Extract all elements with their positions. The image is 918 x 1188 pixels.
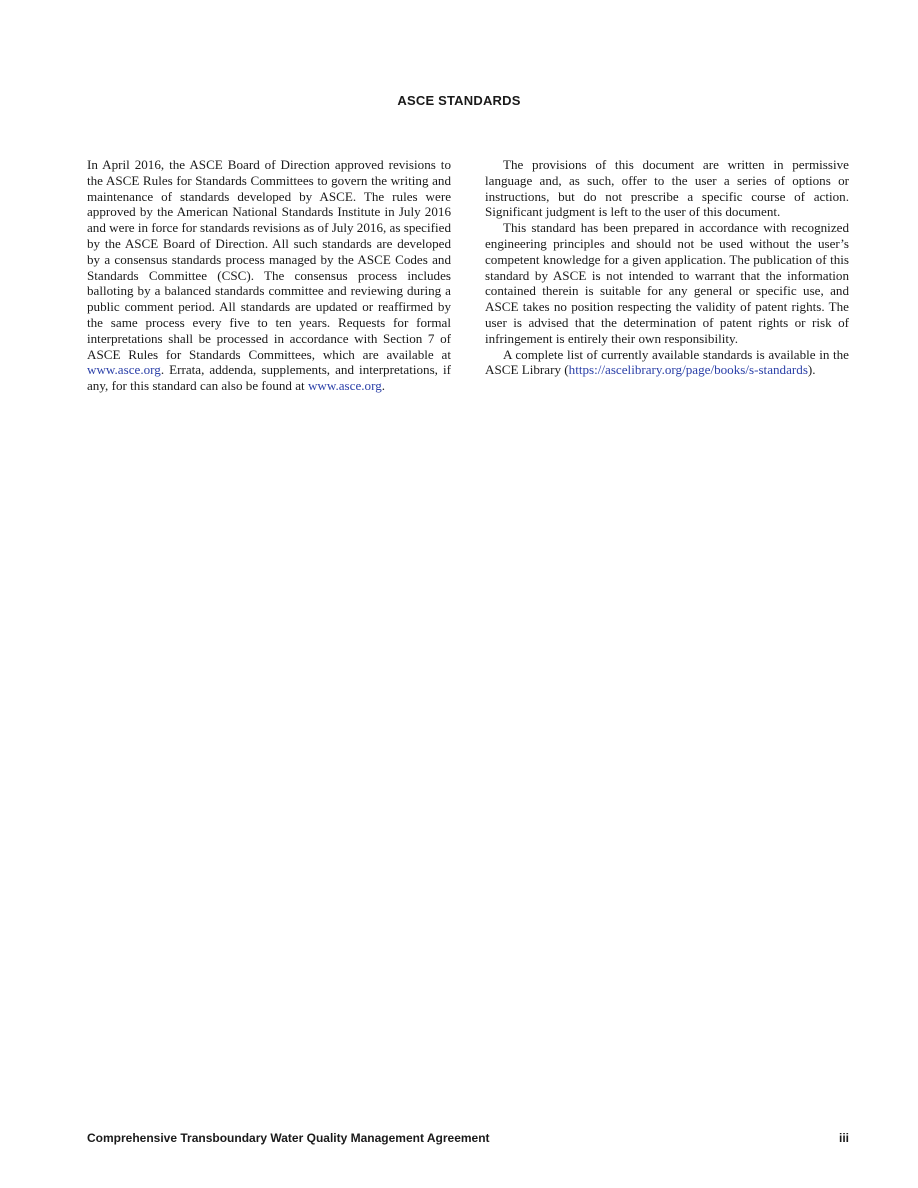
paragraph-text: In April 2016, the ASCE Board of Direction approved revisions to the ASCE Rules for Standards Committees to govern the writing and maintenance of standards developed by ASCE. The rules were approved by the American National Standards Institute in July 2016 and were in force for standards revisions as of July 2016, as specified by the ASCE Board of Direction. All such standards are developed by a consensus standards process managed by the ASCE Codes and Standards Committee (CSC). The consensus process includes balloting by a balanced standards committee and reviewing during a public comment period. All standards are updated or reaffirmed by the same process every five to ten years. Requests for formal interpretations shall be processed in accordance with Section 7 of ASCE Rules for Standards Committees, which are available at	[87, 157, 451, 362]
page-footer	[87, 1131, 849, 1145]
footer-page-number: iii	[838, 1131, 849, 1145]
paragraph-text: . Errata, addenda, supplements, and interpretations, if any, for this standard can also be found at	[87, 362, 451, 394]
paragraph-text: A complete list of currently available standards is available in the ASCE Library (	[485, 346, 849, 378]
paragraph-disclaimer: This standard has been prepared in accordance with recognized engineering principles and should not be used without the user’s competent knowledge for a given application. The publication of this standard by ASCE is not intended to warrant that the information contained therein is suitable for any general or specific use, and ASCE takes no position respecting the validity of patent rights. The user is advised that the determination of patent rights or risk of infringement is entirely their own responsibility.	[485, 220, 849, 346]
right-column	[485, 157, 849, 378]
asce-website-link[interactable]: www.asce.org	[87, 362, 161, 378]
asce-library-link[interactable]: https://ascelibrary.org/page/books/s-standards	[568, 362, 808, 378]
asce-website-link-errata[interactable]: www.asce.org	[307, 378, 382, 394]
paragraph-text: .	[381, 378, 386, 394]
footer-document-title: Comprehensive Transboundary Water Quality Management Agreement	[87, 1131, 490, 1145]
paragraph-standards-process	[87, 157, 451, 394]
paragraph-text: ).	[807, 362, 816, 378]
page-title: ASCE STANDARDS	[397, 93, 521, 108]
paragraph-standards-list	[485, 347, 849, 379]
left-column	[87, 157, 451, 394]
paragraph-permissive-language: The provisions of this document are written in permissive language and, as such, offer to the user a series of options or instructions, but do not prescribe a specific course of action. Significant judgment is left to the user of this document.	[485, 157, 849, 220]
